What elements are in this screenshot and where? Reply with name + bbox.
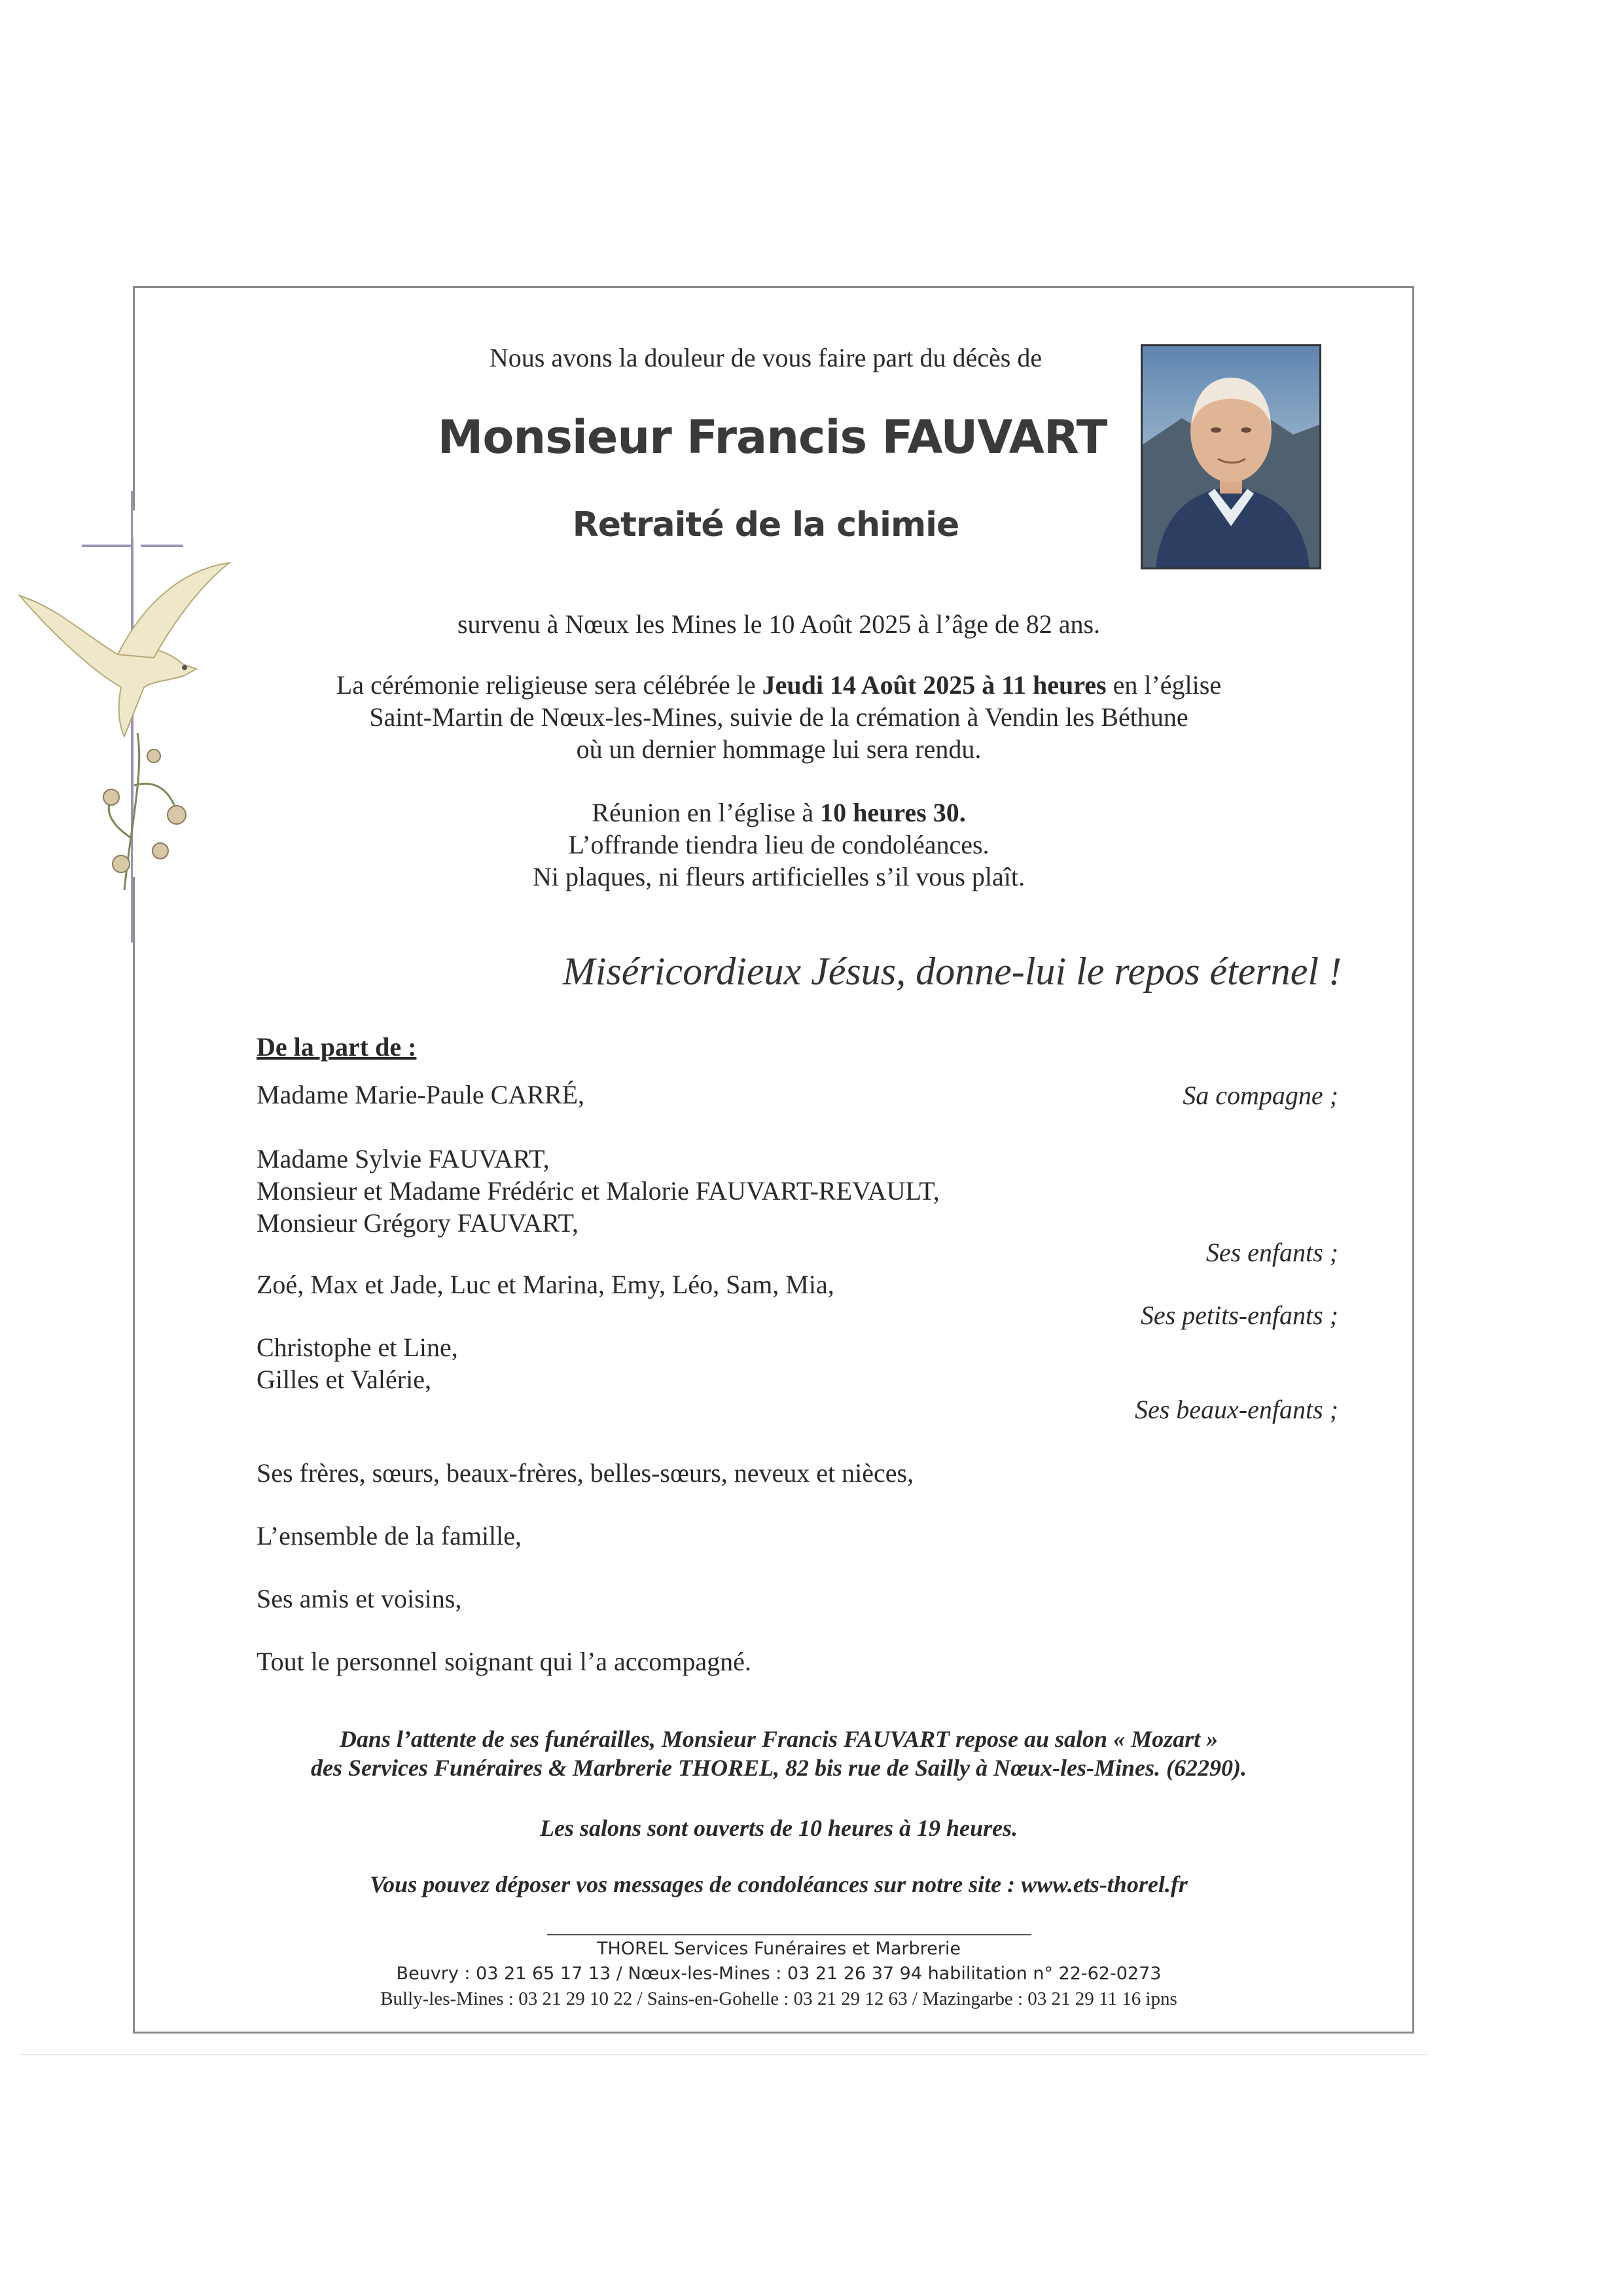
- children-relation: Ses enfants ;: [1205, 1238, 1338, 1267]
- page-divider: [20, 2054, 1427, 2055]
- condolence-website: Vous pouvez déposer vos messages de condoléances sur notre site : www.ets-thorel.fr: [370, 1871, 1188, 1897]
- inlaw-name: Christophe et Line,: [257, 1333, 458, 1362]
- ceremony-text-end: en l’église: [1106, 670, 1222, 700]
- portrait-photo: [1141, 344, 1321, 569]
- prayer-text: Miséricordieux Jésus, donne-lui le repos éternel !: [562, 950, 1342, 993]
- reunion-text: Réunion en l’église à: [592, 798, 821, 827]
- footer-rule: [547, 1934, 1031, 1935]
- inlaws-relation: Ses beaux-enfants ;: [1134, 1395, 1338, 1424]
- ceremony-text: La cérémonie religieuse sera célébrée le: [336, 670, 762, 700]
- child-name: Monsieur et Madame Frédéric et Malorie FAUVART-REVAULT,: [257, 1176, 940, 1206]
- inlaw-name: Gilles et Valérie,: [257, 1365, 431, 1394]
- cross-dove-flowers-icon: [13, 484, 242, 942]
- grandchildren-relation: Ses petits-enfants ;: [1140, 1300, 1338, 1330]
- from-label: De la part de :: [257, 1032, 417, 1062]
- inlaws-list: [257, 1331, 458, 1395]
- funeral-salon-info: [249, 1725, 1309, 1782]
- child-name: Monsieur Grégory FAUVART,: [257, 1208, 579, 1238]
- reunion-time: 10 heures 30.: [820, 798, 966, 827]
- intro-text: Nous avons la douleur de vous faire part du décès de: [489, 343, 1043, 372]
- reunion-line-3: Ni plaques, ni fleurs artificielles s’il vous plaît.: [532, 862, 1026, 891]
- family-line: L’ensemble de la famille,: [257, 1521, 522, 1551]
- footer-contacts-2: Bully-les-Mines : 03 21 29 10 22 / Sains-en-Gohelle : 03 21 29 12 63 / Mazingarbe : 03 21 29 11 16 ipns: [380, 1988, 1177, 2009]
- reunion-line-1: [249, 797, 1309, 829]
- salon-line-1: Dans l’attente de ses funérailles, Monsieur Francis FAUVART repose au salon « Mozart »: [339, 1726, 1219, 1752]
- staff-line: Tout le personnel soignant qui l’a accompagné.: [257, 1647, 751, 1676]
- grandchildren-names: Zoé, Max et Jade, Luc et Marina, Emy, Léo, Sam, Mia,: [257, 1270, 834, 1299]
- deceased-occupation: Retraité de la chimie: [572, 505, 959, 545]
- partner-name: Madame Marie-Paule CARRÉ,: [257, 1080, 584, 1109]
- friends-line: Ses amis et voisins,: [257, 1584, 462, 1613]
- footer-company: THOREL Services Funéraires et Marbrerie: [597, 1939, 961, 1959]
- ceremony-line-2: Saint-Martin de Nœux-les-Mines, suivie de la crémation à Vendin les Béthune: [369, 702, 1188, 732]
- passing-details: survenu à Nœux les Mines le 10 Août 2025 à l’âge de 82 ans.: [457, 609, 1101, 639]
- ceremony-date: Jeudi 14 Août 2025 à 11 heures: [762, 670, 1107, 700]
- children-list: [257, 1143, 940, 1239]
- partner-relation: Sa compagne ;: [1183, 1081, 1338, 1110]
- ceremony-line-3: où un dernier hommage lui sera rendu.: [576, 734, 982, 764]
- child-name: Madame Sylvie FAUVART,: [257, 1144, 550, 1174]
- reunion-line-2: L’offrande tiendra lieu de condoléances.: [568, 830, 990, 859]
- deceased-name: Monsieur Francis FAUVART: [437, 410, 1107, 464]
- ceremony-line-1: [249, 669, 1309, 701]
- salon-hours: Les salons sont ouverts de 10 heures à 19 heures.: [539, 1815, 1018, 1841]
- salon-line-2: des Services Funéraires & Marbrerie THOREL, 82 bis rue de Sailly à Nœux-les-Mines. (62290).: [311, 1755, 1247, 1781]
- footer-contacts-1: Beuvry : 03 21 65 17 13 / Nœux-les-Mines : 03 21 26 37 94 habilitation n° 22-62-0273: [396, 1964, 1162, 1984]
- siblings-line: Ses frères, sœurs, beaux-frères, belles-sœurs, neveux et nièces,: [257, 1458, 914, 1488]
- reunion-paragraph: [249, 797, 1309, 893]
- ceremony-paragraph: [249, 669, 1309, 765]
